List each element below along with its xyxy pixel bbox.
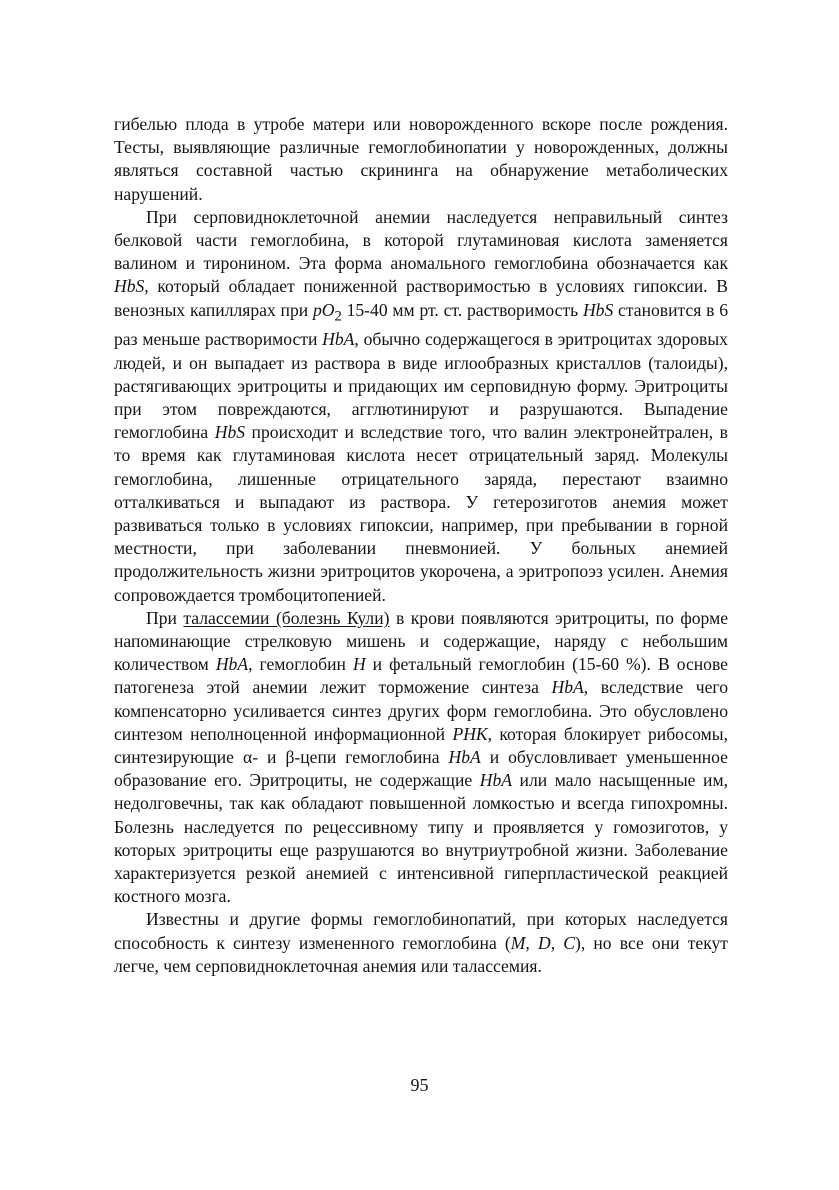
term-hbs: HbS bbox=[582, 299, 614, 320]
text-run: ), но все они текут легче, чем серповидноклеточная анемия или талассемия. bbox=[114, 932, 728, 976]
text-run: и обусловливает уменьшенное образование его. Эритроциты, не содержащие bbox=[114, 747, 728, 791]
text-run: При серповидноклеточной анемии наследуется неправильный синтез белковой части гемоглобина, в которой глутаминовая кислота заменяется валином и тиронином. Эта форма аномального гемоглобина обозначается как bbox=[114, 206, 728, 274]
term-hbs: HbS, bbox=[114, 276, 149, 297]
text-run: и фетальный гемоглобин (15-60 %). В основе патогенеза этой анемии лежит торможение синтеза bbox=[114, 654, 728, 698]
text-run: в крови появляются эритроциты, по форме напоминающие стрелковую мишень и содержащие, наряду с небольшим количеством bbox=[114, 607, 729, 675]
subscript: 2 bbox=[334, 308, 342, 325]
term-h: H bbox=[352, 654, 366, 675]
text-run: или мало насыщенные им, недолговечны, так как обладают повышенной ломкостью и всегда гипохромны. Болезнь наследуется по рецессивному типу и проявляется у гомозиготов, у которых эритроциты еще разрушаются во внутриутробной жизни. Заболевание характеризуется резкой анемией с интенсивной гиперпластической реакцией костного мозга. bbox=[114, 770, 728, 907]
page-body bbox=[114, 113, 728, 978]
term-hba: HbA bbox=[215, 654, 249, 675]
text-run: становится в 6 раз меньше растворимости bbox=[114, 299, 729, 350]
text-run: 15-40 мм рт. ст. растворимость bbox=[341, 299, 583, 320]
paragraph-2-sickle-cell bbox=[114, 206, 728, 607]
page-number: 95 bbox=[410, 1075, 429, 1095]
text-run: , обычно содержащегося в эритроцитах здоровых людей, и он выпадает из раствора в виде иглообразных кристаллов (талоиды), растягивающих эритроциты и придающих им серповидную форму. Эритроциты при этом повреждаются, агглютинируют и разрушаются. Выпадение гемоглобина bbox=[114, 329, 728, 443]
underlined-term-thalassemia: талассемии (болезнь Кули) bbox=[183, 607, 390, 628]
term-mdc: M, D, C bbox=[510, 932, 575, 953]
text-run: , гемоглобин bbox=[248, 654, 353, 675]
term-rnk: РНК bbox=[452, 723, 488, 744]
text-run: При bbox=[146, 607, 184, 628]
text-run: , которая блокирует рибосомы, синтезирующие α- и β-цепи гемоглобина bbox=[114, 723, 728, 767]
term-hbs: HbS bbox=[214, 422, 246, 443]
text-run: гибелью плода в утробе матери или новорожденного вскоре после рождения. Тесты, выявляющие различные гемоглобинопатии у новорожденных, должны являться составной частью скрининга на обнаружение метаболических нарушений. bbox=[114, 114, 728, 204]
text-run: который обладает пониженной растворимостью в условиях гипоксии. В венозных капиллярах при bbox=[114, 276, 728, 320]
term-hba: HbA bbox=[551, 677, 584, 698]
text-run: , вследствие чего компенсаторно усиливается синтез других форм гемоглобина. Это обусловлено синтезом неполноценной информационной bbox=[114, 677, 728, 744]
term-hba: HbA bbox=[448, 747, 481, 767]
paragraph-3-thalassemia bbox=[114, 607, 728, 909]
term-hba: HbA bbox=[322, 329, 355, 350]
paragraph-4-other-forms bbox=[114, 908, 728, 978]
term-po2: pO bbox=[312, 299, 335, 320]
paragraph-1 bbox=[114, 113, 728, 206]
text-run: происходит и вследствие того, что валин электронейтрален, в то время как глутаминовая кислота несет отрицательный заряд. Молекулы гемоглобина, лишенные отрицательного заряда, перестают взаимно отталкиваться и выпадают из раствора. У гетерозиготов анемия может развиваться только в условиях гипоксии, например, при пребывании в горной местности, при заболевании пневмонией. У больных анемией продолжительность жизни эритроцитов укорочена, а эритропоэз усилен. Анемия сопровождается тромбоцитопенией. bbox=[114, 422, 728, 605]
term-hba: HbA bbox=[479, 770, 512, 791]
text-run: Известны и другие формы гемоглобинопатий, при которых наследуется способность к синтезу измененного гемоглобина ( bbox=[114, 909, 728, 953]
